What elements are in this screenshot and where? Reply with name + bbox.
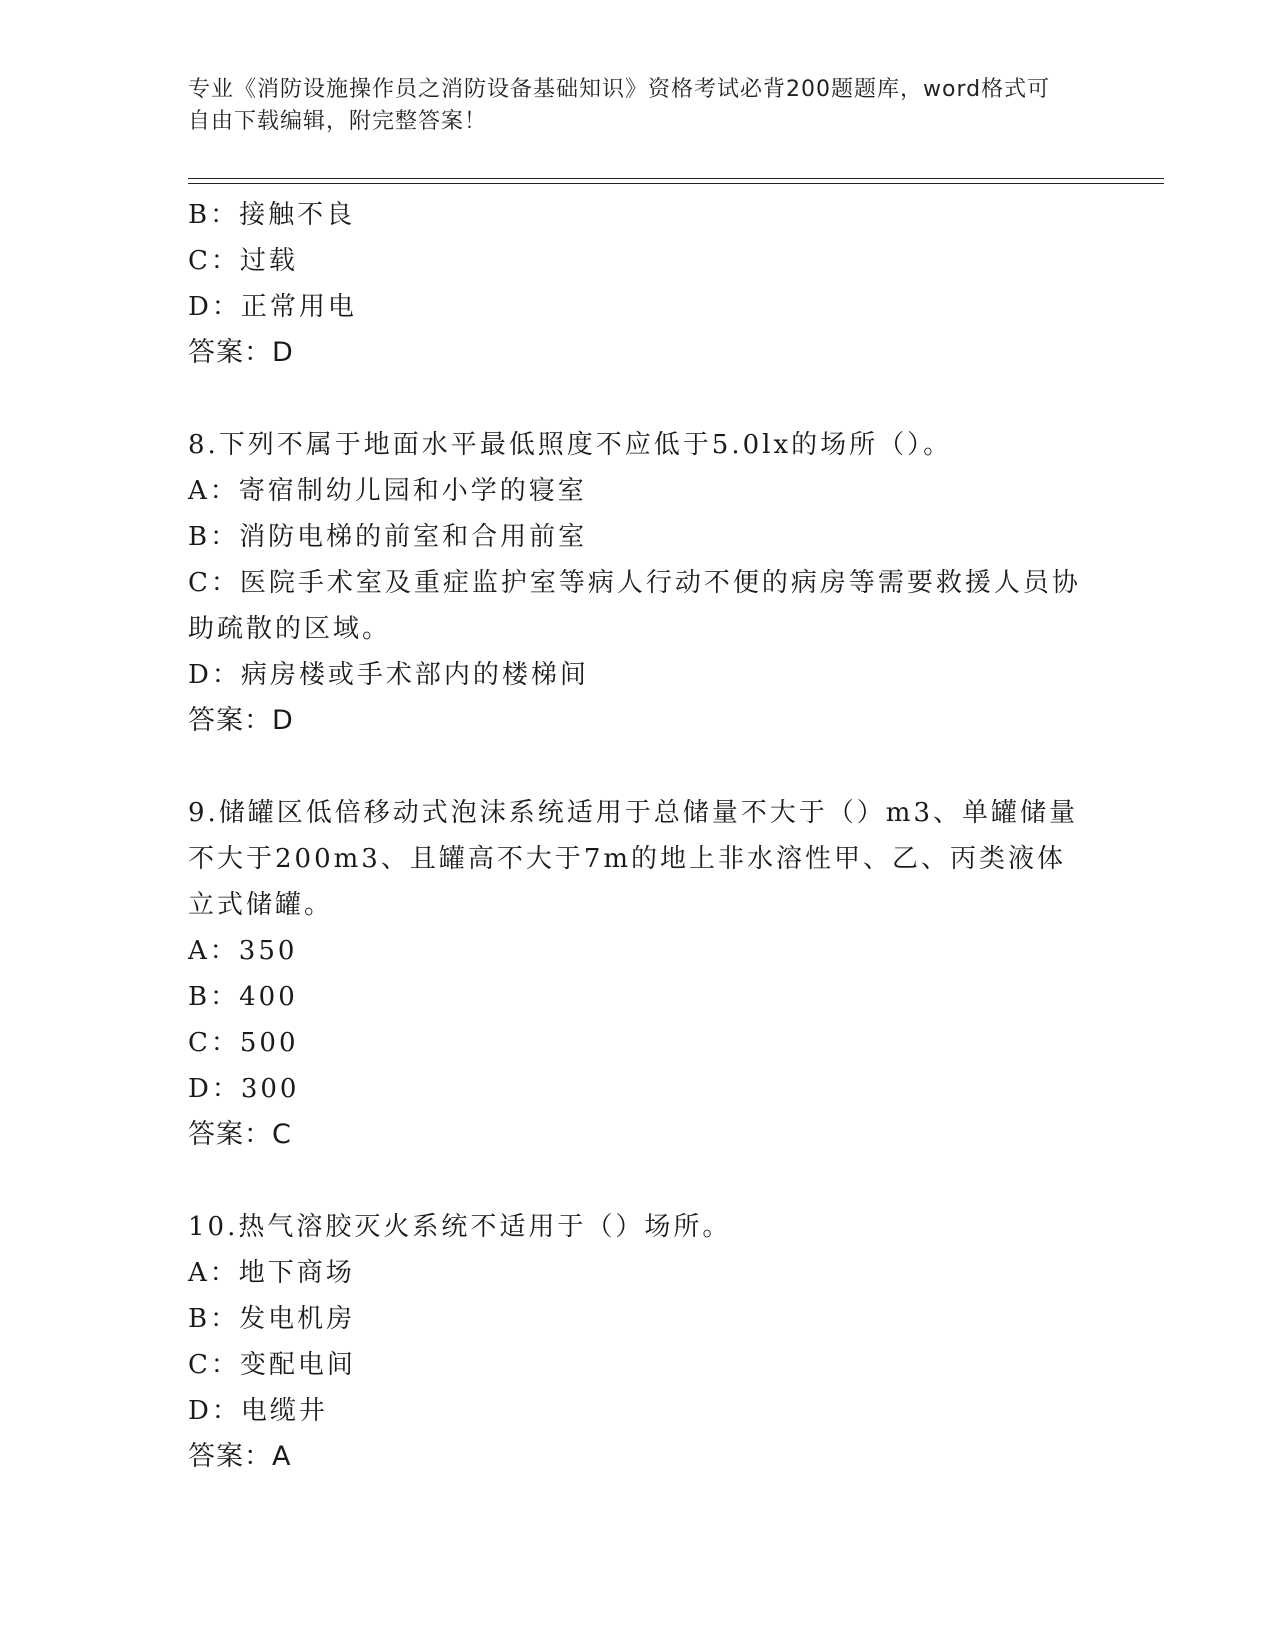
spacer xyxy=(188,376,1088,422)
option-c: C：过载 xyxy=(188,246,298,276)
option-d: D：300 xyxy=(188,1074,300,1104)
spacer xyxy=(188,1158,1088,1204)
option-c: C：500 xyxy=(188,1028,299,1058)
option-b: B：发电机房 xyxy=(188,1304,356,1334)
option-a: A：350 xyxy=(188,936,298,966)
option-a: A：地下商场 xyxy=(188,1258,355,1288)
question-block-prev xyxy=(188,192,1088,376)
answer-line: 答案：A xyxy=(188,1441,292,1472)
question-stem: 9.储罐区低倍移动式泡沫系统适用于总储量不大于（）m3、单罐储量不大于200m3、且罐高不大于7m的地上非水溶性甲、乙、丙类液体立式储罐。 xyxy=(188,798,1079,920)
header-rule-bottom xyxy=(188,183,1164,184)
question-stem: 8.下列不属于地面水平最低照度不应低于5.0lx的场所（）。 xyxy=(188,430,953,460)
answer-line: 答案：D xyxy=(188,705,294,736)
answer-line: 答案：D xyxy=(188,337,294,368)
question-block-9 xyxy=(188,790,1088,1158)
spacer xyxy=(188,744,1088,790)
question-stem: 10.热气溶胶灭火系统不适用于（）场所。 xyxy=(188,1212,732,1242)
option-c: C：变配电间 xyxy=(188,1350,356,1380)
option-b: B：接触不良 xyxy=(188,200,356,230)
option-d: D：正常用电 xyxy=(188,292,357,322)
document-header: 专业《消防设施操作员之消防设备基础知识》资格考试必背200题题库，word格式可自由下载编辑，附完整答案！ xyxy=(188,77,1051,134)
option-c: C：医院手术室及重症监护室等病人行动不便的病房等需要救援人员协助疏散的区域。 xyxy=(188,568,1081,644)
option-a: A：寄宿制幼儿园和小学的寝室 xyxy=(188,476,587,506)
question-list xyxy=(188,192,1088,1480)
option-d: D：病房楼或手术部内的楼梯间 xyxy=(188,660,589,690)
option-b: B：400 xyxy=(188,982,298,1012)
option-b: B：消防电梯的前室和合用前室 xyxy=(188,522,588,552)
option-d: D：电缆井 xyxy=(188,1396,328,1426)
header-rule-top xyxy=(188,178,1164,179)
question-block-8 xyxy=(188,422,1088,744)
answer-line: 答案：C xyxy=(188,1119,292,1150)
question-block-10 xyxy=(188,1204,1088,1480)
